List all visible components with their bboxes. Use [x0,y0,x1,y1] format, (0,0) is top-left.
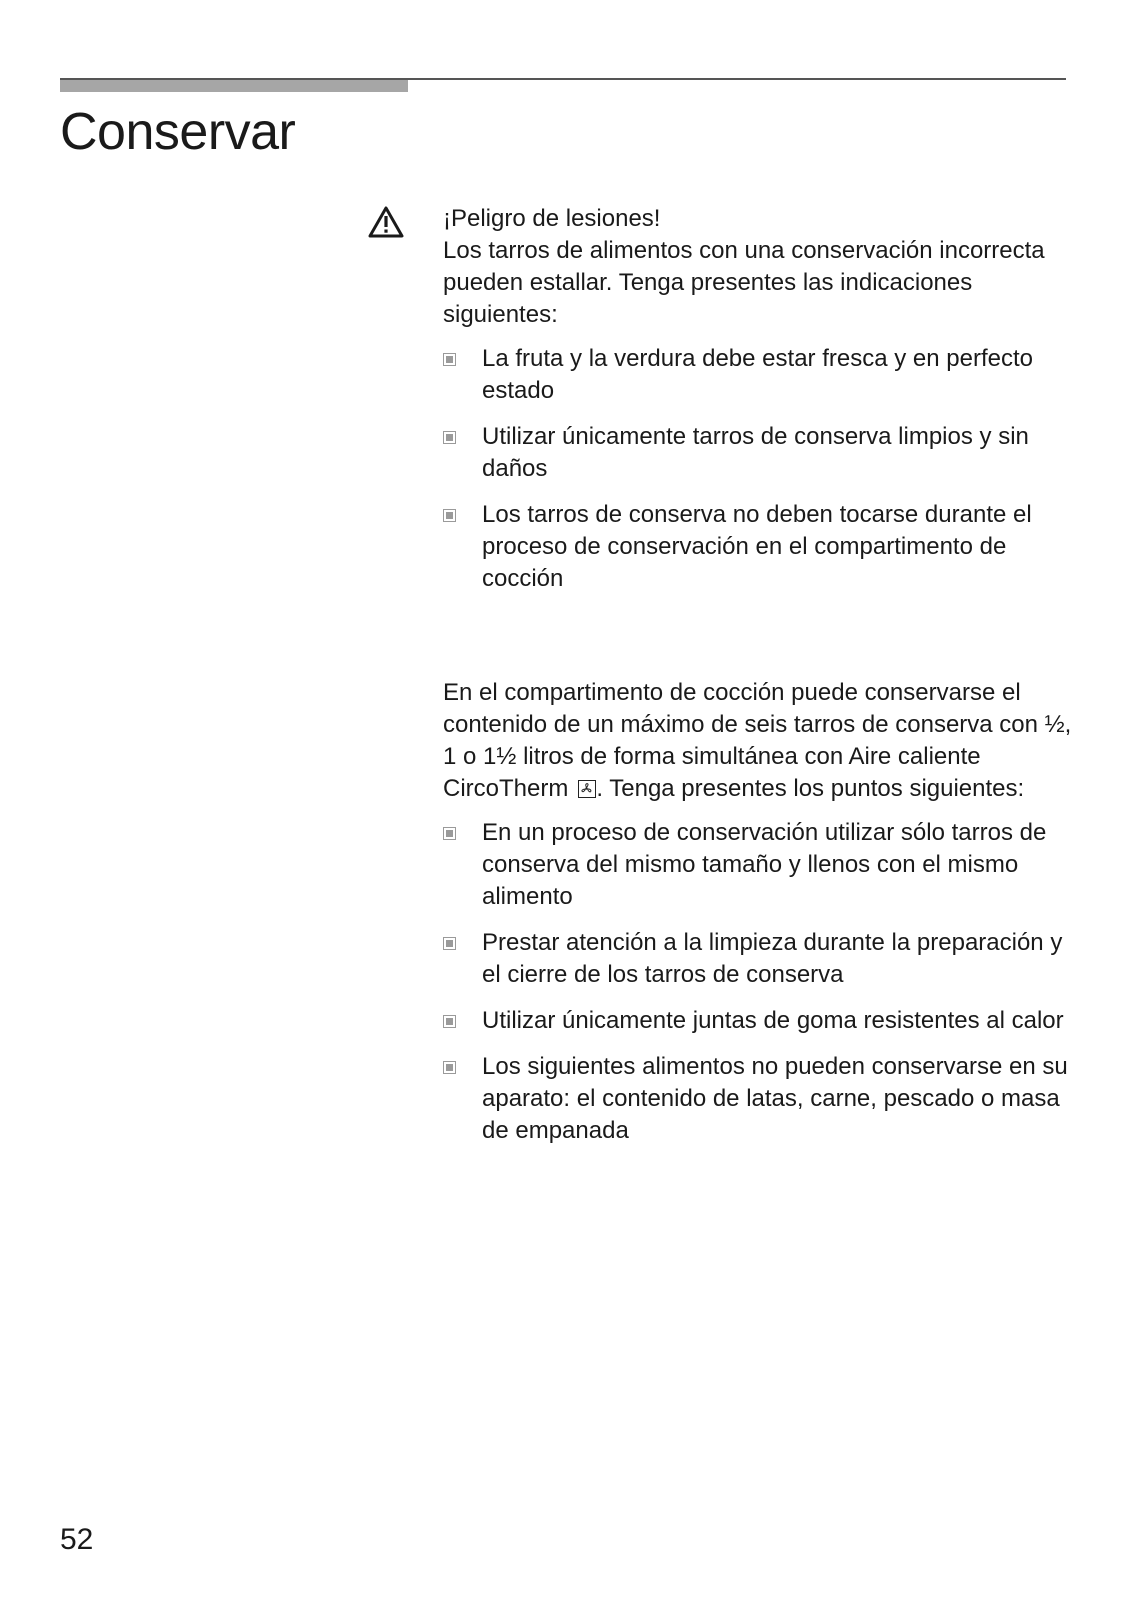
bullet-square-icon [444,1016,455,1027]
warning-list [443,343,1073,595]
list-item: Los tarros de conserva no deben tocarse durante el proceso de conservación en el compartimento de cocción [443,499,1073,595]
bullet-square-icon [444,1062,455,1073]
warning-block [443,203,1073,609]
list-item: Utilizar únicamente tarros de conserva limpios y sin daños [443,421,1073,485]
warning-heading: ¡Peligro de lesiones! [443,205,661,232]
list-item: En un proceso de conservación utilizar sólo tarros de conserva del mismo tamaño y llenos con el mismo alimento [443,817,1073,913]
list-item: Los siguientes alimentos no pueden conservarse en su aparato: el contenido de latas, carne, pescado o masa de empanada [443,1051,1073,1147]
bullet-square-icon [444,354,455,365]
list-item: Utilizar únicamente juntas de goma resistentes al calor [443,1005,1073,1037]
list-item: Prestar atención a la limpieza durante la preparación y el cierre de los tarros de conserva [443,927,1073,991]
bullet-square-icon [444,510,455,521]
intro-block [443,677,1073,1161]
header-bar [60,80,408,92]
bullet-square-icon [444,828,455,839]
bullet-square-icon [444,432,455,443]
intro-list [443,817,1073,1147]
intro-text: En el compartimento de cocción puede conservarse el contenido de un máximo de seis tarros de conserva con ½, 1 o 1½ litros de forma simultánea con Aire caliente CircoTherm . Tenga presentes los puntos siguientes: [443,679,1072,802]
list-item: La fruta y la verdura debe estar fresca y en perfecto estado [443,343,1073,407]
bullet-square-icon [444,938,455,949]
page-title: Conservar [60,103,296,161]
circotherm-fan-icon [578,780,596,798]
warning-triangle-icon [368,205,404,239]
page-number: 52 [60,1523,94,1556]
warning-text: Los tarros de alimentos con una conservación incorrecta pueden estallar. Tenga presentes las indicaciones siguientes: [443,237,1045,328]
